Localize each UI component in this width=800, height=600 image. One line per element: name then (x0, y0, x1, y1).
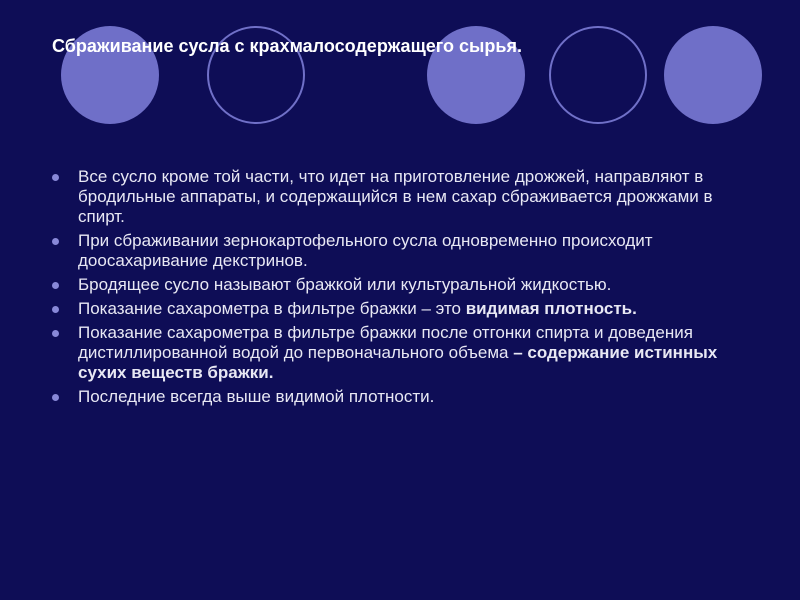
bullet-bold-text: видимая плотность. (465, 299, 637, 318)
bullet-dot-icon (52, 306, 59, 313)
decorative-circle-outline (549, 26, 647, 124)
bullet-item (52, 275, 752, 295)
slide-title: Сбраживание сусла с крахмалосодержащего сырья. (52, 36, 522, 56)
decorative-circle-filled (664, 26, 762, 124)
bullet-dot-icon (52, 394, 59, 401)
bullet-text: Бродящее сусло называют бражкой или культуральной жидкостью. (78, 275, 612, 294)
bullet-dot-icon (52, 330, 59, 337)
bullet-item (52, 323, 752, 383)
bullet-item (52, 387, 752, 407)
bullet-item (52, 299, 752, 319)
bullet-item (52, 231, 752, 271)
bullet-text: При сбраживании зернокартофельного сусла одновременно происходит доосахаривание декстринов. (78, 231, 653, 270)
bullet-text: Все сусло кроме той части, что идет на приготовление дрожжей, направляют в бродильные аппараты, и содержащийся в нем сахар сбраживается дрожжами в спирт. (78, 167, 713, 226)
bullet-bold-text: – содержание истинных сухих веществ бражки. (78, 343, 718, 382)
bullet-dot-icon (52, 238, 59, 245)
bullet-text: Показание сахарометра в фильтре бражки после отгонки спирта и доведения дистиллированной водой до первоначального объема (78, 323, 693, 362)
bullet-dot-icon (52, 282, 59, 289)
bullet-text: Показание сахарометра в фильтре бражки – это (78, 299, 466, 318)
bullet-list (52, 167, 752, 411)
bullet-dot-icon (52, 174, 59, 181)
bullet-item (52, 167, 752, 227)
bullet-text: Последние всегда выше видимой плотности. (78, 387, 435, 406)
